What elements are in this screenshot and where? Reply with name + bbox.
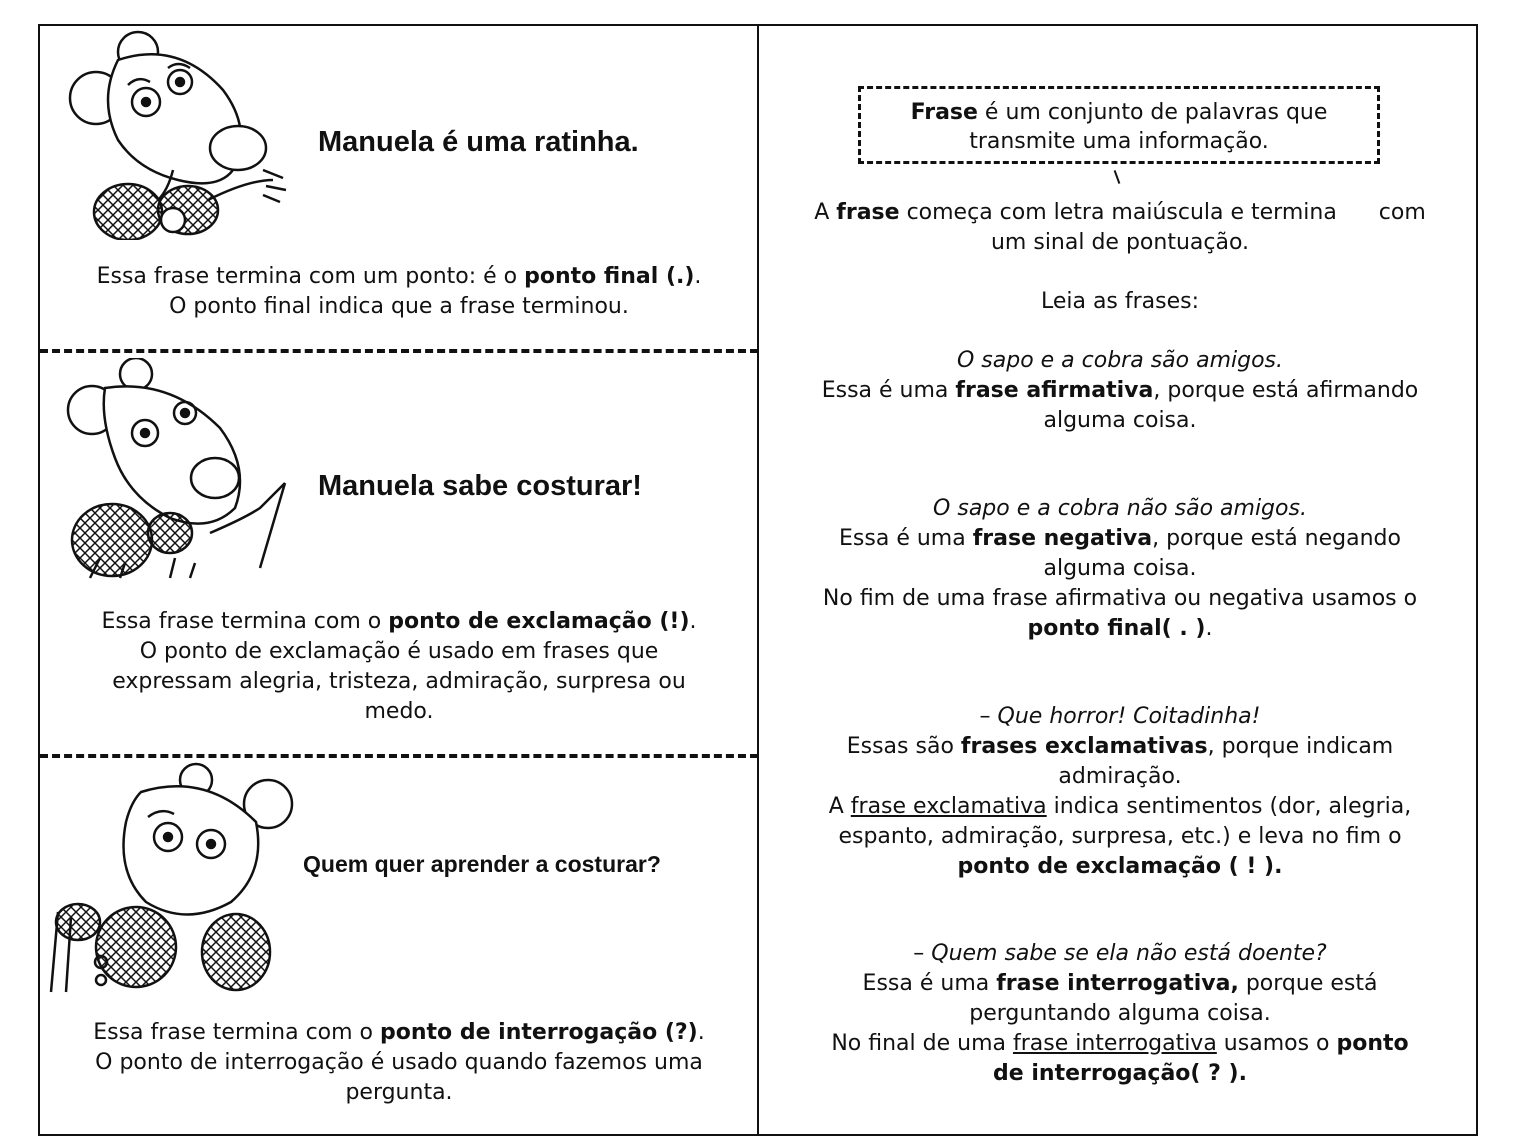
interrogative-line4-bold: ponto — [1336, 1031, 1409, 1056]
exclamative-pre: Essas são — [846, 734, 961, 759]
affirmative-block — [780, 346, 1460, 436]
interrogative-dash: – — [913, 941, 932, 966]
interrogative-line4-pre: No final de uma — [831, 1031, 1013, 1056]
exclamative-line4-underlined: frase exclamativa — [850, 794, 1047, 819]
s2-line3: expressam alegria, tristeza, admiração, surpresa ou — [112, 669, 686, 694]
s2-line4: medo. — [364, 699, 434, 724]
negative-block — [780, 494, 1460, 644]
negative-line3: alguma coisa. — [1043, 556, 1197, 581]
negative-line5-bold: ponto final( . ) — [1027, 616, 1206, 641]
affirmative-bold: frase afirmativa — [955, 378, 1154, 403]
s3-line3: pergunta. — [345, 1080, 453, 1105]
negative-line4: No fim de uma frase afirmativa ou negativa usamos o — [822, 586, 1418, 611]
negative-post: , porque está negando — [1152, 526, 1401, 551]
column-divider — [757, 24, 759, 1136]
interrogative-line4-post: usamos o — [1216, 1031, 1337, 1056]
rule-line2: um sinal de pontuação. — [990, 230, 1250, 255]
exclamative-dash: – — [979, 704, 998, 729]
interrogative-line5-bold: de interrogação( ? ). — [993, 1061, 1247, 1086]
s1-line1-post: . — [694, 264, 702, 289]
definition-rest1: é um conjunto de palavras que — [977, 100, 1328, 125]
s2-line1-post: . — [689, 609, 697, 634]
mouse-illustration-1 — [58, 30, 298, 240]
section-divider-2 — [40, 754, 758, 758]
interrogative-line4-underlined: frase interrogativa — [1012, 1031, 1217, 1056]
exclamative-block — [780, 702, 1460, 882]
read-prompt: Leia as frases: — [1040, 289, 1200, 314]
section-3-text — [40, 1018, 758, 1108]
exclamative-post: , porque indicam — [1207, 734, 1394, 759]
definition-rest2: transmite uma informação. — [969, 129, 1269, 154]
s2-line2: O ponto de exclamação é usado em frases que — [139, 639, 659, 664]
headline-1: Manuela é uma ratinha. — [318, 126, 639, 158]
s1-line2: O ponto final indica que a frase terminou. — [169, 294, 629, 319]
definition-box — [858, 86, 1380, 164]
exclamative-line5: espanto, admiração, surpresa, etc.) e leva no fim o — [838, 824, 1402, 849]
rule-bold: frase — [836, 200, 900, 225]
exclamative-line6-bold: ponto de exclamação ( ! ). — [957, 854, 1283, 879]
rule-paragraph — [780, 198, 1460, 258]
negative-pre: Essa é uma — [839, 526, 973, 551]
rule-post: começa com letra maiúscula e termina com — [899, 200, 1426, 225]
interrogative-block — [780, 939, 1460, 1089]
interrogative-bold: frase interrogativa, — [996, 971, 1239, 996]
mouse-illustration-2 — [60, 358, 300, 583]
interrogative-line3: perguntando alguma coisa. — [969, 1001, 1271, 1026]
mouse-illustration-3 — [46, 762, 296, 997]
exclamative-bold: frases exclamativas — [960, 734, 1208, 759]
exclamative-line3: admiração. — [1058, 764, 1182, 789]
interrogative-example: Quem sabe se ela não está doente? — [931, 941, 1327, 966]
exclamative-line4-pre: A — [828, 794, 851, 819]
rule-pre: A — [814, 200, 837, 225]
negative-line5-post: . — [1205, 616, 1213, 641]
s3-line1-pre: Essa frase termina com o — [93, 1020, 381, 1045]
definition-bold: Frase — [910, 100, 978, 125]
section-2-text — [40, 607, 758, 727]
s1-line1-pre: Essa frase termina com um ponto: é o — [96, 264, 525, 289]
section-1-text — [40, 262, 758, 322]
affirmative-pre: Essa é uma — [821, 378, 956, 403]
interrogative-pre: Essa é uma — [862, 971, 997, 996]
section-divider-1 — [40, 349, 758, 353]
affirmative-example: O sapo e a cobra são amigos. — [956, 348, 1283, 373]
headline-2: Manuela sabe costurar! — [318, 470, 642, 502]
negative-bold: frase negativa — [972, 526, 1153, 551]
exclamative-line4-post: indica sentimentos (dor, alegria, — [1046, 794, 1412, 819]
s3-line1-bold: ponto de interrogação (?) — [380, 1020, 698, 1045]
s3-line2: O ponto de interrogação é usado quando fazemos uma — [95, 1050, 703, 1075]
s2-line1-bold: ponto de exclamação (!) — [388, 609, 690, 634]
s1-line1-bold: ponto final (.) — [524, 264, 695, 289]
interrogative-post: porque está — [1238, 971, 1378, 996]
headline-3: Quem quer aprender a costurar? — [303, 851, 661, 877]
s2-line1-pre: Essa frase termina com o — [101, 609, 389, 634]
affirmative-line3: alguma coisa. — [1043, 408, 1197, 433]
negative-example: O sapo e a cobra não são amigos. — [933, 496, 1307, 521]
s3-line1-post: . — [697, 1020, 705, 1045]
exclamative-example: Que horror! Coitadinha! — [997, 704, 1261, 729]
affirmative-post: , porque está afirmando — [1153, 378, 1419, 403]
